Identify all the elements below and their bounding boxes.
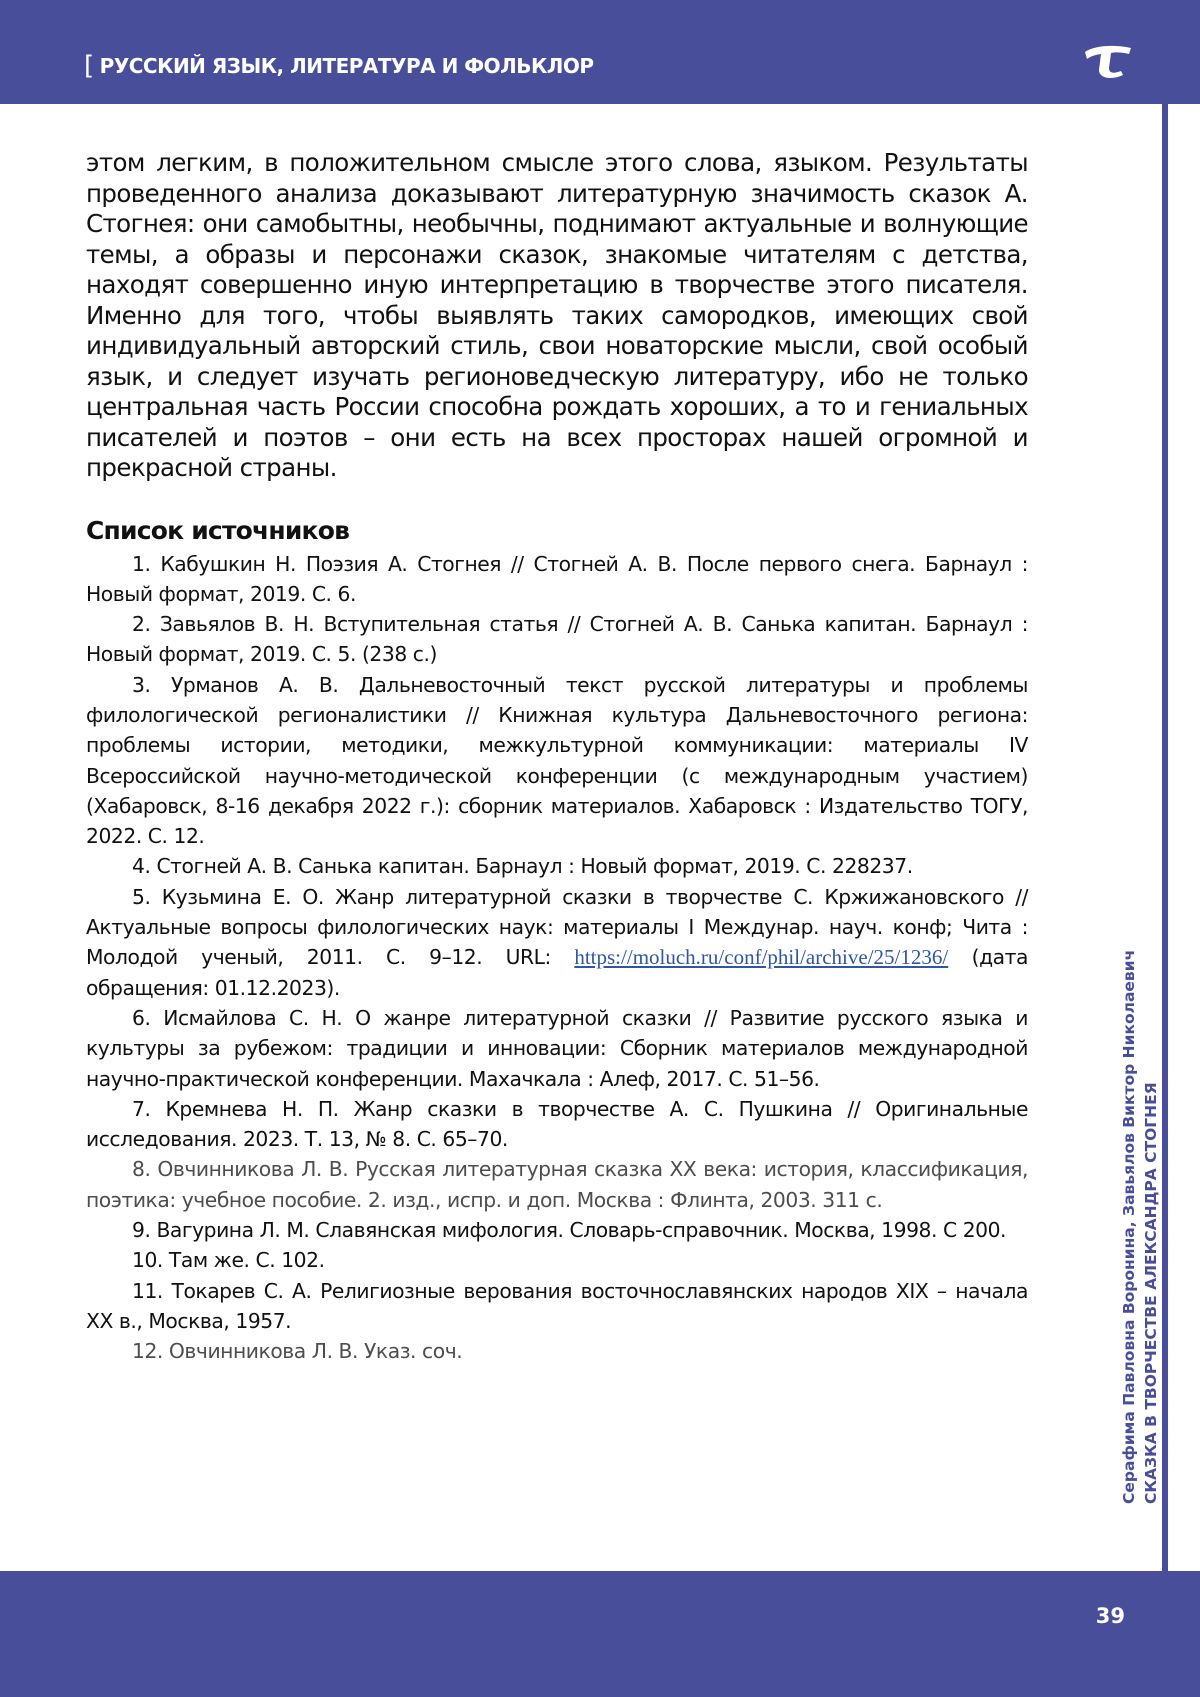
reference-item: 10. Там же. С. 102. — [132, 1248, 325, 1273]
reference-item — [86, 882, 1028, 1003]
page-footer — [0, 1571, 1200, 1697]
references-list — [86, 549, 1028, 1367]
reference-item: 2. Завьялов В. Н. Вступительная статья // Стогней А. В. Санька капитан. Барнаул : Новый формат, 2019. С. 5. (238 с.) — [86, 612, 1028, 667]
page-number: 39 — [1095, 1604, 1125, 1628]
page-header — [0, 0, 1200, 104]
bracket-mark: [ — [84, 51, 94, 81]
reference-text-tail: (дата обращения: 01.12.2023). — [86, 945, 1028, 1000]
tau-logo-icon — [1083, 44, 1135, 80]
reference-item: 4. Стогней А. В. Санька капитан. Барнаул : Новый формат, 2019. С. 228237. — [132, 854, 913, 879]
reference-item: 1. Кабушкин Н. Поэзия А. Стогнея // Стогней А. В. После первого снега. Барнаул : Новый формат, 2019. С. 6. — [86, 551, 1028, 606]
section-title-text: РУССКИЙ ЯЗЫК, ЛИТЕРАТУРА И ФОЛЬКЛОР — [99, 54, 594, 78]
reference-item: 6. Исмайлова С. Н. О жанре литературной сказки // Развитие русского языка и культуры за рубежом: традиции и инновации: Сборник материалов международной научно-практической конференции. Махачкала : Алеф, 2017. С. 51–56. — [86, 1005, 1028, 1091]
references-title: Список источников — [86, 515, 350, 545]
sidebar-running-title — [1118, 950, 1162, 1504]
sidebar-authors: Серафима Павловна Воронина, Завьялов Виктор Николаевич — [1120, 949, 1138, 1504]
reference-item: 9. Вагурина Л. М. Славянская мифология. Словарь-справочник. Москва, 1998. С 200. — [132, 1218, 1007, 1243]
reference-item: 7. Кремнева Н. П. Жанр сказки в творчестве А. С. Пушкина // Оригинальные исследования. 2023. Т. 13, № 8. С. 65–70. — [86, 1096, 1028, 1152]
body-paragraph: этом легким, в положительном смысле этого слова, языком. Результаты проведенного анализа доказывают литературную значимость сказок А. Стогнея: они самобытны, необычны, поднимают актуальные и волнующие темы, а образы и персонажи сказок, знакомые читателям с детства, находят совершенно иную интерпретацию в творчестве этого писателя. Именно для того, чтобы выявлять таких самородков, имеющих свой индивидуальный авторский стиль, свои новаторские мысли, свой особый язык, и следует изучать регионоведческую литературу, ибо не только центральная часть России способна рождать хороших, а то и гениальных писателей и поэтов – они есть на всех просторах нашей огромной и прекрасной страны. — [86, 148, 1028, 482]
reference-link[interactable]: https://moluch.ru/conf/phil/archive/25/1236/ — [574, 945, 949, 970]
reference-item: 11. Токарев С. А. Религиозные верования восточнославянских народов XIX – начала XX в., Москва, 1957. — [86, 1278, 1028, 1333]
reference-text: 5. Кузьмина Е. О. Жанр литературной сказки в творчестве С. Кржижановского // Актуальные вопросы филологических наук: материалы I Междунар. науч. конф; Чита : Молодой ученый, 2011. С. 9–12. URL: — [86, 884, 1028, 970]
sidebar-article-title: СКАЗКА В ТВОРЧЕСТВЕ АЛЕКСАНДРА СТОГНЕЯ — [1142, 1082, 1160, 1504]
reference-item: 12. Овчинникова Л. В. Указ. соч. — [132, 1339, 463, 1364]
reference-item: 3. Урманов А. В. Дальневосточный текст русской литературы и проблемы филологической регионалистики // Книжная культура Дальневосточного региона: проблемы истории, методики, межкультурной коммуникации: материалы IV Всероссийской научно-методической конференции (с международным участием) (Хабаровск, 8-16 декабря 2022 г.): сборник материалов. Хабаровск : Издательство ТОГУ, 2022. С. 12. — [86, 672, 1028, 849]
main-content — [86, 148, 1028, 1367]
reference-item: 8. Овчинникова Л. В. Русская литературная сказка XX века: история, классификация, поэтика: учебное пособие. 2. изд., испр. и доп. Москва : Флинта, 2003. 311 с. — [86, 1157, 1028, 1212]
section-title — [84, 50, 594, 80]
right-margin-rule — [1162, 104, 1168, 1571]
